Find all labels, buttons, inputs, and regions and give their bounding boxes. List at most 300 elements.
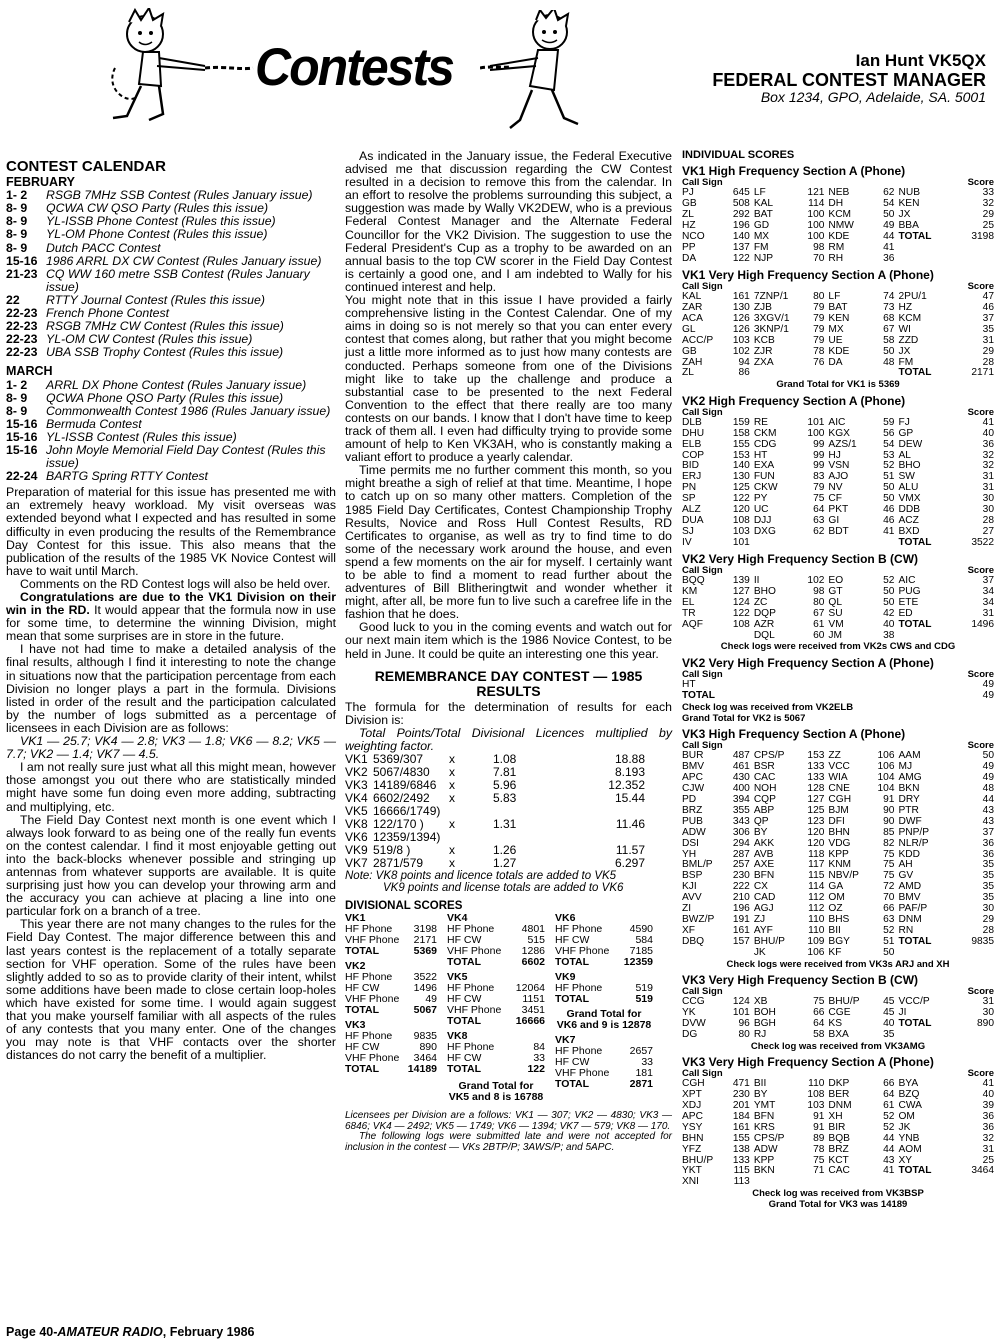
score-cell: 31 [982, 471, 994, 483]
score-cell: WIA [828, 772, 848, 784]
paragraph: Comments on the RD Contest logs will also be held over. [20, 576, 331, 591]
rd-note-2: VK9 points and license totals are added to VK6 [383, 882, 624, 895]
score-cell: 400 [732, 783, 750, 795]
score-cell: 112 [808, 903, 825, 915]
score-cell: 79 [813, 312, 825, 324]
score-cell: II [753, 575, 760, 587]
score-cell: DWF [898, 815, 922, 827]
division-name: VK6 [555, 912, 576, 925]
score-cell: 79 [813, 482, 825, 494]
score-cell: BMV [682, 761, 705, 773]
score-cell: 79 [813, 323, 825, 335]
call-sign-header: Call Sign [682, 280, 723, 292]
author-block [712, 52, 986, 106]
score-cell: KEN [898, 198, 920, 210]
division-table [555, 924, 653, 968]
score-cell: HJ [828, 449, 841, 461]
score-cell: 70 [813, 252, 825, 264]
score-cell: 78 [813, 1143, 825, 1155]
score-cell: 64 [813, 504, 825, 516]
rd-cell: 1.08 [493, 752, 517, 767]
score-cell: 35 [883, 1028, 895, 1040]
division-value: 5067 [413, 1004, 437, 1017]
score-header: Score [967, 740, 994, 752]
licensees-note: Licensees per Division are a follows: VK1 — 307; VK2 — 4830; VK3 — 6846; VK4 — 2492; VK5 — 1749; VK6 — 1394; VK7 — 579; VK8 — 170. [345, 1110, 672, 1132]
score-cell: 471 [732, 1078, 750, 1090]
calendar-event: ARRL DX Phone Contest (Rules January issue) [46, 377, 307, 392]
score-cell: DA [828, 356, 843, 368]
score-cell: KF [828, 946, 842, 958]
score-cell: 56 [883, 427, 895, 439]
score-cell: DSI [682, 837, 699, 849]
score-cell: 50 [883, 946, 895, 958]
score-cell: 30 [982, 504, 994, 516]
score-cell: 120 [807, 837, 825, 849]
calendar-date: 8- 9 [6, 390, 28, 405]
score-cell: 70 [883, 892, 895, 904]
rd-cell: VK9 [345, 843, 368, 858]
division-value: 9835 [413, 1030, 437, 1043]
score-cell: 25 [982, 220, 994, 232]
call-sign-header: Call Sign [682, 177, 723, 189]
score-cell: 67 [883, 323, 895, 335]
rd-cell: x [449, 843, 455, 858]
score-cell: 50 [883, 482, 895, 494]
score-cell: ZAR [682, 302, 703, 314]
division-name: VK9 [555, 971, 576, 984]
score-cell: 94 [738, 356, 750, 368]
score-cell: 58 [813, 1028, 825, 1040]
score-cell: 42 [883, 607, 895, 619]
score-cell: JK [898, 1121, 911, 1133]
score-cell: XF [682, 924, 696, 936]
score-cell: 90 [883, 804, 895, 816]
score-cell: HZ [898, 302, 913, 314]
division-name: VK3 [345, 1019, 366, 1032]
score-cell: 38 [883, 629, 895, 641]
score-cell: AMD [898, 881, 922, 893]
score-section [682, 267, 994, 391]
rd-cell: 1.26 [493, 843, 517, 858]
score-cell: ZZD [898, 334, 919, 346]
score-cell: CAC [753, 772, 776, 784]
score-cell: 343 [732, 815, 750, 827]
division-label: HF CW [447, 934, 482, 947]
division-name: VK5 [447, 971, 468, 984]
division-value: 33 [533, 1052, 545, 1065]
score-cell: HT [682, 678, 696, 690]
score-cell: 49 [982, 761, 994, 773]
rd-cell: x [449, 752, 455, 767]
score-cell: 112 [808, 892, 825, 904]
section-note: Check logs were received from VK3s ARJ and XH [726, 958, 950, 970]
score-cell: DA [682, 252, 697, 264]
score-cell: 36 [982, 1121, 994, 1133]
score-cell: AIC [898, 575, 916, 587]
division-label: HF Phone [555, 982, 603, 995]
score-cell: 98 [813, 585, 825, 597]
score-cell: 155 [732, 438, 750, 450]
score-cell: RN [898, 924, 914, 936]
score-cell: 196 [732, 220, 750, 232]
score-cell: 41 [883, 525, 895, 537]
score-cell: ZL [682, 209, 694, 221]
calendar-event: RTTY Journal Contest (Rules this issue) [46, 292, 265, 307]
score-cell: 115 [733, 1165, 750, 1177]
rd-results-table [345, 753, 645, 870]
division-label: TOTAL [447, 1063, 482, 1076]
score-row [682, 680, 994, 691]
score-cell: 48 [982, 783, 994, 795]
rd-cell: 122/170 ) [373, 817, 424, 832]
score-cell: SW [898, 471, 915, 483]
score-cell [795, 538, 824, 549]
division-label: HF Phone [447, 982, 495, 995]
score-cell: 139 [732, 575, 750, 587]
score-cell: 62 [883, 187, 895, 199]
score-cell: CKM [753, 427, 777, 439]
score-cell: 104 [877, 783, 895, 795]
score-cell: 49 [982, 678, 994, 690]
division-value: 84 [533, 1041, 545, 1054]
division-label: TOTAL [555, 1078, 590, 1091]
score-cell: 66 [883, 903, 895, 915]
score-cell: BHU/P [682, 1154, 714, 1166]
score-cell: 138 [732, 1143, 750, 1155]
score-cell: CX [753, 881, 768, 893]
score-cell [720, 631, 749, 642]
score-cell: BWZ/P [682, 913, 715, 925]
division-label: HF Phone [345, 923, 393, 936]
score-cell: 44 [883, 231, 895, 243]
division-value: 515 [527, 934, 545, 947]
score-cell: 430 [732, 772, 750, 784]
score-cell [795, 1177, 824, 1188]
calendar-date: 15-16 [6, 416, 38, 431]
score-cell: 54 [883, 438, 895, 450]
score-cell [682, 631, 720, 642]
congratulations-bold: Congratulations are due to the VK1 Division on their win in the RD. [6, 590, 336, 618]
calendar-event: YL-ISSB Phone Contest (Rules this issue) [46, 214, 276, 229]
call-sign-header: Call Sign [682, 985, 723, 997]
score-cell: BHN [682, 1132, 704, 1144]
score-cell: AL [898, 449, 911, 461]
score-cell: CQP [753, 794, 776, 805]
division-grand-total: Grand Total for VK5 and 8 is 16788 [448, 1080, 544, 1104]
division-label: TOTAL [555, 956, 590, 969]
score-cell: BHS [828, 913, 850, 925]
score-cell: NCO [682, 231, 705, 243]
score-cell: KGX [828, 427, 850, 439]
calendar-february-list [6, 189, 336, 359]
score-header: Score [967, 668, 994, 680]
score-cell: 257 [732, 859, 750, 871]
score-cell: 101 [732, 536, 750, 548]
score-cell: 161 [732, 924, 750, 936]
score-cell: 137 [732, 242, 750, 253]
score-cell: TR [682, 607, 696, 619]
score-cell [940, 243, 994, 254]
score-row [682, 1134, 994, 1145]
score-cell: DNM [898, 913, 922, 925]
rd-cell: 5.96 [493, 778, 517, 793]
paragraph-congratulations [6, 591, 336, 643]
score-cell: 2PU/1 [898, 291, 927, 303]
score-cell: TOTAL [682, 689, 716, 701]
division-value: 4801 [521, 923, 545, 936]
score-cell: 103 [732, 525, 750, 537]
score-cell: AQF [682, 618, 703, 630]
score-cell: 75 [883, 870, 895, 882]
score-cell: KS [828, 1017, 842, 1029]
calendar-date: 22-24 [6, 469, 38, 484]
score-row [682, 1145, 994, 1156]
calendar-date: 22 [6, 292, 20, 307]
score-cell: AYF [753, 924, 773, 936]
calendar-event: RSGB 7MHz CW Contest (Rules this issue) [46, 319, 284, 334]
score-cell: XY [898, 1154, 913, 1166]
division-value: 14189 [407, 1063, 437, 1076]
score-cell: 127 [807, 794, 825, 805]
score-cell: BII [828, 924, 841, 936]
score-cell [865, 1177, 894, 1188]
rd-note-1: Note: VK8 points and licence totals are added to VK5 [345, 870, 617, 883]
paragraph: This year there are not many changes to the rules for the Field Day Contest. The major difference between this and last years contest is the replacement of a totally separate section for VHF operation. Some of the rules have been slightly added to so as to provide clarity of their intent, whilst some additions have been made to close certain loop-holes which have existed for some time. I would again suggest that you make yourself familiar with all aspects of the rules of any contests that you many enter. One of the changes you may note is that VHF contacts over the shorter distances do not carry the benefit of a multiplier. [6, 917, 336, 1063]
rd-cell: VK5 [345, 804, 368, 819]
score-row [682, 527, 994, 538]
division-value: 16666 [515, 1015, 545, 1028]
calendar-entry [6, 346, 336, 359]
division-value: 3464 [413, 1052, 437, 1065]
score-row [682, 440, 994, 451]
score-cell: 59 [883, 416, 895, 428]
score-cell: 44 [883, 1132, 895, 1144]
division-label: TOTAL [555, 993, 590, 1006]
score-cell: CKW [753, 482, 778, 494]
score-cell: AH [898, 859, 913, 871]
score-cell: XDJ [682, 1099, 702, 1111]
score-cell: NLR/P [898, 837, 929, 849]
paragraph: I am not really sure just what all this might mean, however those amongst you out there who are statistically minded might have some fun doing even more adding, subtracting and multiplying, etc. [6, 760, 336, 814]
calendar-event: BARTG Spring RTTY Contest [46, 469, 208, 484]
individual-scores-heading: INDIVIDUAL SCORES [682, 149, 795, 161]
calendar-entry [6, 405, 336, 418]
score-cell: 114 [808, 198, 825, 210]
score-cell [894, 254, 939, 265]
score-cell: 133 [807, 761, 825, 773]
division-value: 7185 [629, 945, 653, 958]
score-cell: LF [753, 187, 766, 199]
score-cell: 115 [808, 870, 825, 882]
score-cell: BAT [753, 209, 773, 221]
participation-percentages: VK1 — 25.7; VK4 — 2.8; VK3 — 1.8; VK6 — 8.2; VK5 — 7.7; VK2 — 1.4; VK7 — 4.5. [6, 734, 336, 762]
division-label: HF CW [447, 1052, 482, 1065]
calendar-entry [6, 255, 336, 268]
rd-cell: VK8 [345, 817, 368, 832]
score-cell: 63 [883, 913, 895, 925]
division-value: 519 [635, 993, 653, 1006]
score-cell: ADW [682, 826, 706, 838]
score-cell: ACA [682, 312, 703, 324]
score-cell: 41 [883, 242, 895, 253]
score-cell: 50 [883, 596, 895, 608]
calendar-date: 8- 9 [6, 403, 28, 418]
score-cell: KPP [828, 848, 849, 860]
score-cell: 50 [883, 209, 895, 221]
cartoon-tug-of-war-boy-right-icon [480, 10, 590, 135]
score-table [682, 997, 994, 1041]
score-cell: 108 [807, 1089, 825, 1101]
cartoon-tug-of-war-boy-left-icon [105, 8, 255, 128]
division-label: TOTAL [345, 1004, 380, 1017]
division-label: VHF Phone [345, 1052, 400, 1065]
calendar-date: 21-23 [6, 266, 38, 281]
score-table [682, 680, 994, 702]
calendar-date: 1- 2 [6, 377, 28, 392]
score-cell: 80 [813, 596, 825, 608]
score-cell: CWA [898, 1099, 922, 1111]
score-cell: OM [898, 1110, 915, 1122]
division-row [447, 957, 545, 968]
score-cell: MJ [898, 761, 913, 773]
score-cell: CAC [828, 1165, 850, 1177]
score-cell: AVB [753, 848, 774, 860]
score-cell: 39 [982, 1099, 994, 1111]
division-table [555, 983, 653, 1005]
score-cell [720, 948, 749, 959]
calendar-date: 22-23 [6, 306, 38, 321]
score-row [682, 828, 994, 839]
score-cell: ACZ [898, 515, 919, 526]
division-value: 3451 [521, 1004, 545, 1017]
score-row [682, 620, 994, 631]
score-section [682, 655, 994, 724]
score-cell: KDD [898, 848, 920, 860]
score-cell: ZC [753, 596, 768, 608]
score-section [682, 393, 994, 549]
score-row [682, 254, 994, 265]
score-cell: BHN [828, 826, 850, 838]
score-cell: CPS/P [753, 1132, 785, 1144]
paragraph: The Field Day Contest next month is one event which I always look forward to as being one of the really fun events on the contest calendar. I find it most enjoyable getting out into the back-blocks whenever possible and stringing up antennas from whatever supports are available. It is quite surprising just how you can develop your throwing arm and the accuracy you can achieve at placing a line into one particular fork on a branch of a tree. [6, 812, 336, 919]
score-cell: BY [753, 1089, 768, 1101]
score-cell: 49 [982, 772, 994, 784]
score-cell: ED [898, 607, 913, 619]
score-cell: 106 [807, 946, 825, 958]
calendar-march-list [6, 379, 336, 484]
score-cell: 71 [813, 1165, 825, 1177]
score-cell: GD [753, 220, 770, 232]
division-label: HF CW [555, 1056, 590, 1069]
score-cell: TOTAL [898, 935, 932, 947]
score-cell: 110 [808, 924, 825, 936]
score-cell: 29 [982, 345, 994, 357]
score-cell: RH [828, 252, 844, 264]
section-note: Check logs were received from VK2s CWS and CDG [720, 641, 956, 653]
rd-cell: 12359/1394) [373, 830, 441, 845]
score-cell: 230 [732, 870, 750, 882]
rd-cell: 5369/307 [373, 752, 424, 767]
division-block [555, 913, 653, 968]
score-cell: RJ [753, 1028, 767, 1040]
calendar-event: RSGB 7MHz SSB Contest (Rules January issue) [46, 188, 313, 203]
division-label: TOTAL [447, 1015, 482, 1028]
section-note: Grand Total for VK2 is 5067 [682, 712, 806, 724]
score-cell: 40 [982, 427, 994, 439]
score-cell: CCG [682, 996, 705, 1008]
section-note: Grand Total for VK1 is 5369 [776, 379, 900, 391]
score-cell: 118 [808, 848, 825, 860]
division-block [555, 972, 653, 1005]
score-cell: DFI [828, 815, 845, 827]
score-cell: 79 [813, 302, 825, 314]
division-label: HF Phone [345, 971, 393, 984]
division-label: HF CW [555, 934, 590, 947]
score-cell: VM [828, 618, 844, 630]
rd-cell: VK4 [345, 791, 368, 806]
score-cell: BGH [753, 1017, 776, 1029]
score-cell: 41 [982, 416, 994, 428]
score-cell: 58 [883, 334, 895, 346]
score-cell: 41 [982, 1078, 994, 1090]
score-cell [824, 368, 865, 379]
score-cell: 50 [982, 750, 994, 762]
calendar-date: 22-23 [6, 319, 38, 334]
score-cell: BML/P [682, 859, 713, 871]
division-row [447, 1016, 545, 1027]
score-cell: 34 [982, 596, 994, 608]
score-cell: 140 [732, 460, 750, 472]
page-header [0, 0, 1000, 145]
score-cell: DLB [682, 416, 702, 428]
score-cell: 35 [982, 881, 994, 893]
division-label: HF Phone [447, 923, 495, 936]
score-cell: 91 [813, 1110, 825, 1122]
score-cell: NOH [753, 783, 777, 795]
division-table [447, 1042, 545, 1075]
column-3 [682, 150, 994, 1211]
score-cell: EXA [753, 460, 775, 472]
score-cell: APC [682, 772, 703, 784]
score-cell: KCT [828, 1154, 849, 1166]
score-cell: 101 [732, 1006, 750, 1018]
score-cell: 64 [883, 1089, 895, 1101]
division-value: 181 [635, 1067, 653, 1080]
score-cell: BBA [898, 220, 919, 232]
score-cell: 35 [982, 870, 994, 882]
score-cell: PUB [682, 815, 703, 827]
score-cell: VMX [898, 493, 921, 505]
score-cell: CNE [828, 783, 850, 795]
divisional-scores-heading: DIVISIONAL SCORES [345, 900, 463, 913]
score-cell: 124 [732, 596, 750, 608]
score-cell: XPT [682, 1089, 702, 1101]
score-cell: 46 [982, 302, 994, 314]
score-cell: 90 [883, 815, 895, 827]
score-cell [750, 538, 795, 549]
score-cell: NUB [898, 187, 920, 199]
score-cell: 27 [982, 525, 994, 537]
score-cell: BUR [682, 750, 704, 762]
division-value: 33 [641, 1056, 653, 1069]
division-value: 12359 [623, 956, 653, 969]
calendar-entry [6, 431, 336, 444]
calendar-date: 8- 9 [6, 201, 28, 216]
score-cell: 31 [982, 482, 994, 494]
calendar-event: YL-OM Phone Contest (Rules this issue) [46, 227, 268, 242]
score-cell: OM [828, 892, 845, 904]
call-sign-label [682, 669, 994, 680]
